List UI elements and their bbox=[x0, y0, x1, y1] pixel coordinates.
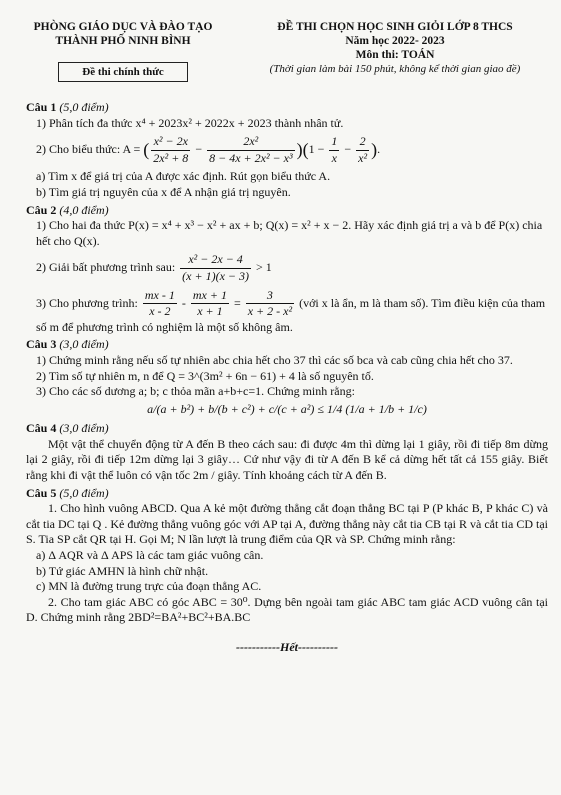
q5-part-1: 1. Cho hình vuông ABCD. Qua A kẻ một đường thẳng cắt đoạn thẳng BC tại P (P khác B, P khác C) và cắt tia DC tại Q . Kẻ đường thẳng vuông góc với AP tại A, đường thẳng này cắt tia CB tại R và cắt tia CD tại S. Tia SP cắt QR tại H. Gọi M; N lần lượt là trung điểm của QR và SP. Chứng minh rằng: bbox=[26, 501, 548, 547]
question-2-heading: Câu 2 (4,0 điểm) bbox=[26, 202, 109, 217]
q3-part-3: 3) Cho các số dương a; b; c thỏa mãn a+b+c=1. Chứng minh rằng: bbox=[36, 384, 355, 399]
question-5-heading: Câu 5 (5,0 điểm) bbox=[26, 485, 109, 500]
q5-part-2: 2. Cho tam giác ABC có góc ABC = 30⁰. Dựng bên ngoài tam giác ABC tam giác ACD vuông cân tại D. Chứng minh rằng 2BD²=BA²+BC²+BA.BC bbox=[26, 594, 548, 625]
q3-part-1: 1) Chứng minh rằng nếu số tự nhiên abc chia hết cho 37 thì các số bca và cab cũng chia hết cho 37. bbox=[36, 352, 513, 367]
q4-text: Một vật thể chuyển động từ A đến B theo cách sau: đi được 4m thì dừng lại 1 giây, rồi đi tiếp 8m dừng lại 2 giây, rồi đi tiếp 12m dừng lại 3 giây… Cứ như vậy đi từ A đến B kể cả dừng hết tất cả 155 giây. Biết rằng khi đi vật thể luôn có vận tốc 2m / giây. Tính khoảng cách từ A đến B. bbox=[26, 436, 548, 483]
department-name: PHÒNG GIÁO DỤC VÀ ĐÀO TẠO bbox=[33, 21, 213, 33]
q2-part-1: 1) Cho hai đa thức P(x) = x⁴ + x³ − x² + ax + b; Q(x) = x² + x − 2. Hãy xác định giá trị a và b để P(x) chia hết cho Q(x). bbox=[36, 218, 543, 248]
exam-content bbox=[26, 98, 548, 656]
q3-inequality: a/(a + b²) + b/(b + c²) + c/(c + a²) ≤ 1/4 (1/a + 1/b + 1/c) bbox=[147, 401, 427, 416]
subject: Môn thi: TOÁN bbox=[355, 49, 435, 61]
header-right bbox=[235, 20, 555, 76]
q1-part-2: 2) Cho biểu thức: A = ( $\frac{\text{x² − 2x}}{\text{2x² + 8}}$ − $\frac{\text{2x²}}{\text{8 − 4x + 2x² − x³}}$ )(1 − $\frac{1}{x}$ − $\frac{2}{\text{x²}}$ ). bbox=[36, 134, 381, 165]
city-name: THÀNH PHỐ NINH BÌNH bbox=[55, 35, 191, 47]
q5-part-b: b) Tứ giác AMHN là hình chữ nhật. bbox=[36, 563, 209, 578]
q2-part-2: 2) Giải bất phương trình sau: $\frac{\text{x² − 2x − 4}}{(x + 1)(x - 3)}$ > 1 bbox=[36, 252, 272, 283]
exam-title: ĐỀ THI CHỌN HỌC SINH GIỎI LỚP 8 THCS bbox=[277, 21, 513, 33]
school-year: Năm học 2022- 2023 bbox=[345, 35, 445, 47]
q1-part-1: 1) Phân tích đa thức x⁴ + 2023x² + 2022x + 2023 thành nhân tử. bbox=[36, 115, 344, 130]
q1-part-a: a) Tìm x để giá trị của A được xác định. Rút gọn biểu thức A. bbox=[36, 169, 331, 184]
question-4-heading: Câu 4 (3,0 điểm) bbox=[26, 421, 109, 436]
question-3-heading: Câu 3 (3,0 điểm) bbox=[26, 337, 109, 352]
official-exam-label: Đề thi chính thức bbox=[58, 62, 188, 82]
q2-part-3: 3) Cho phương trình: $\frac{mx - 1}{x - 2}$ - $\frac{mx + 1}{x + 1}$ = $\frac{3}{\text{x + 2 - x²}}$ (với x là ẩn, m là tham số). Tìm điều kiện của tham số m để phương trình có nghiệm là một số không âm. bbox=[36, 287, 546, 334]
q5-part-a: a) Δ AQR và Δ APS là các tam giác vuông cân. bbox=[36, 548, 264, 563]
header-left bbox=[18, 20, 228, 82]
time-note: (Thời gian làm bài 150 phút, không kể thời gian giao đề) bbox=[269, 63, 521, 75]
q3-part-2: 2) Tìm số tự nhiên m, n để Q = 3^(3m² + 6n − 61) + 4 là số nguyên tố. bbox=[36, 368, 374, 383]
question-1-heading: Câu 1 (5,0 điểm) bbox=[26, 100, 109, 114]
end-marker: -----------Hết---------- bbox=[236, 640, 338, 654]
q1-part-b: b) Tìm giá trị nguyên của x để A nhận giá trị nguyên. bbox=[36, 184, 291, 199]
q5-part-c: c) MN là đường trung trực của đoạn thẳng AC. bbox=[36, 579, 262, 594]
